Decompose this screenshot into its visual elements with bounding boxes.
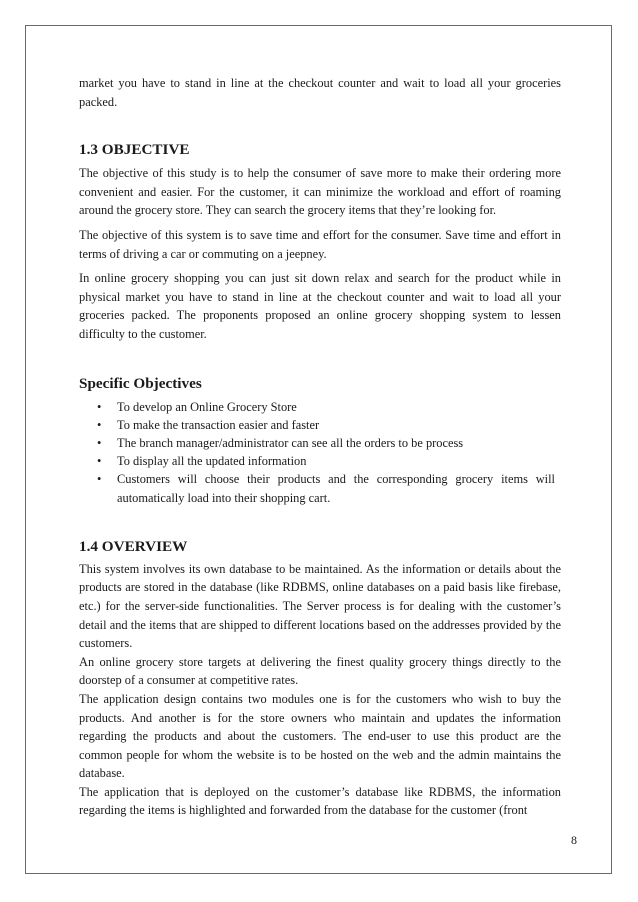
bullet-icon: • <box>97 435 102 450</box>
intro-paragraph: market you have to stand in line at the checkout counter and wait to load all your groceries packed. <box>79 76 561 109</box>
objective-heading: 1.3 OBJECTIVE <box>79 141 190 159</box>
list-item <box>79 434 561 452</box>
list-item-text: To display all the updated information <box>117 454 307 469</box>
objective-paragraph-1: The objective of this study is to help the consumer of save more to make their ordering more convenient and easier. For the customer, it can minimize the workload and effort of roaming around the grocery store. They can search the grocery items that they’re looking for. <box>79 166 561 218</box>
overview-paragraph-1: This system involves its own database to be maintained. As the information or details about the products are stored in the database (like RDBMS, online databases on a paid basis like firebase, etc.) for the server-side functionalities. The Server process is for dealing with the customer’s detail and the items that are shipped to different locations based on the addresses provided by the customers. <box>79 561 561 651</box>
bullet-icon: • <box>97 399 102 414</box>
objective-paragraph-2: The objective of this system is to save time and effort for the consumer. Save time and effort in terms of driving a car or commuting on a jeepney. <box>79 227 561 261</box>
overview-paragraph-4: The application that is deployed on the customer’s database like RDBMS, the information regarding the items is highlighted and forwarded from the database for the customer (front <box>79 784 561 818</box>
overview-heading: 1.4 OVERVIEW <box>79 537 188 555</box>
page-number: 8 <box>571 833 577 847</box>
objective-paragraph-3: In online grocery shopping you can just sit down relax and search for the product while in physical market you have to stand in line at the checkout counter and wait to load all your groceries packed. The proponents proposed an online grocery shopping system to lessen difficulty to the customer. <box>79 271 561 341</box>
list-item <box>79 398 561 416</box>
list-item-text: To develop an Online Grocery Store <box>117 399 297 414</box>
list-item <box>79 452 561 470</box>
bullet-icon: • <box>97 454 102 469</box>
list-item <box>79 416 561 434</box>
bullet-icon: • <box>97 472 102 487</box>
bullet-icon: • <box>97 417 102 432</box>
list-item-text: The branch manager/administrator can see all the orders to be process <box>117 435 464 450</box>
document-body <box>79 74 561 820</box>
list-item-text: Customers will choose their products and the corresponding grocery items will automatically load into their shopping cart. <box>117 472 555 505</box>
overview-paragraph-2: An online grocery store targets at delivering the finest quality grocery things directly to the doorstep of a consumer at competitive rates. <box>79 654 561 688</box>
list-item <box>79 470 561 506</box>
specific-objectives-heading: Specific Objectives <box>79 374 202 392</box>
specific-objectives-list <box>79 398 561 507</box>
overview-paragraph-3: The application design contains two modules one is for the customers who wish to buy the products. And another is for the store owners who maintain and updates the information regarding the products and about the customers. The end-user to use this product are the common people for whom the website is to be hosted on the web and the admin maintains the database. <box>79 691 561 781</box>
list-item-text: To make the transaction easier and faster <box>117 417 320 432</box>
